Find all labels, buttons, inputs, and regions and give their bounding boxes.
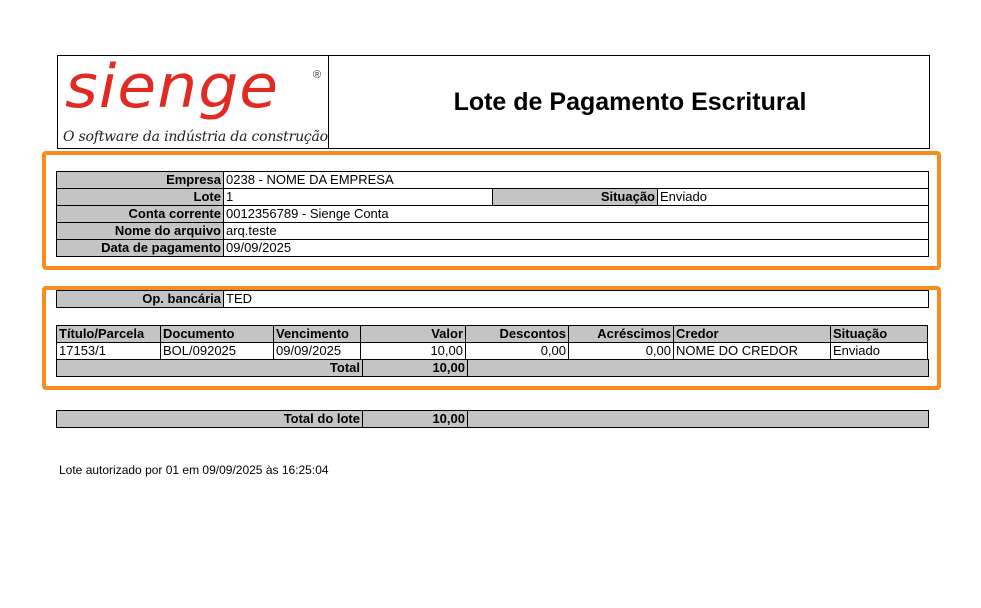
cell-documento: BOL/092025 — [160, 342, 274, 360]
col-titulo-header: Título/Parcela — [56, 325, 161, 343]
lote-value: 1 — [223, 188, 493, 206]
logo-tagline: O software da indústria da construção — [63, 129, 328, 145]
col-acrescimos-header: Acréscimos — [568, 325, 674, 343]
cell-valor: 10,00 — [360, 342, 466, 360]
col-credor-header: Credor — [673, 325, 831, 343]
col-situacao-header: Situação — [830, 325, 928, 343]
lot-total-value: 10,00 — [362, 410, 468, 428]
lot-total-filler — [467, 410, 929, 428]
col-documento-header: Documento — [160, 325, 274, 343]
logo-cell — [57, 52, 329, 149]
situacao-value: Enviado — [657, 188, 929, 206]
page-title: Lote de Pagamento Escritural — [453, 87, 807, 116]
data-pagamento-label: Data de pagamento — [56, 239, 224, 257]
empresa-label: Empresa — [56, 171, 224, 189]
arquivo-label: Nome do arquivo — [56, 222, 224, 240]
operacao-value: TED — [223, 290, 929, 308]
cell-acrescimos: 0,00 — [568, 342, 674, 360]
col-valor-header: Valor — [360, 325, 466, 343]
operacao-label: Op. bancária — [56, 290, 224, 308]
col-vencimento-header: Vencimento — [273, 325, 361, 343]
conta-value: 0012356789 - Sienge Conta — [223, 205, 929, 223]
data-pagamento-value: 09/09/2025 — [223, 239, 929, 257]
sienge-logo: sienge — [65, 52, 280, 122]
registered-mark: ® — [313, 69, 322, 81]
conta-label: Conta corrente — [56, 205, 224, 223]
items-total-label: Total — [56, 359, 363, 377]
cell-credor: NOME DO CREDOR — [673, 342, 831, 360]
cell-situacao: Enviado — [830, 342, 928, 360]
arquivo-value: arq.teste — [223, 222, 929, 240]
col-descontos-header: Descontos — [465, 325, 569, 343]
lot-total-label: Total do lote — [56, 410, 363, 428]
cell-titulo: 17153/1 — [56, 342, 161, 360]
authorization-note: Lote autorizado por 01 em 09/09/2025 às 16:25:04 — [59, 463, 329, 477]
items-total-value: 10,00 — [362, 359, 468, 377]
cell-descontos: 0,00 — [465, 342, 569, 360]
situacao-label: Situação — [492, 188, 658, 206]
cell-vencimento: 09/09/2025 — [273, 342, 361, 360]
items-highlight — [42, 286, 941, 390]
lot-total-row — [57, 411, 930, 428]
lote-label: Lote — [56, 188, 224, 206]
empresa-value: 0238 - NOME DA EMPRESA — [223, 171, 929, 189]
company-info-highlight — [42, 151, 941, 270]
